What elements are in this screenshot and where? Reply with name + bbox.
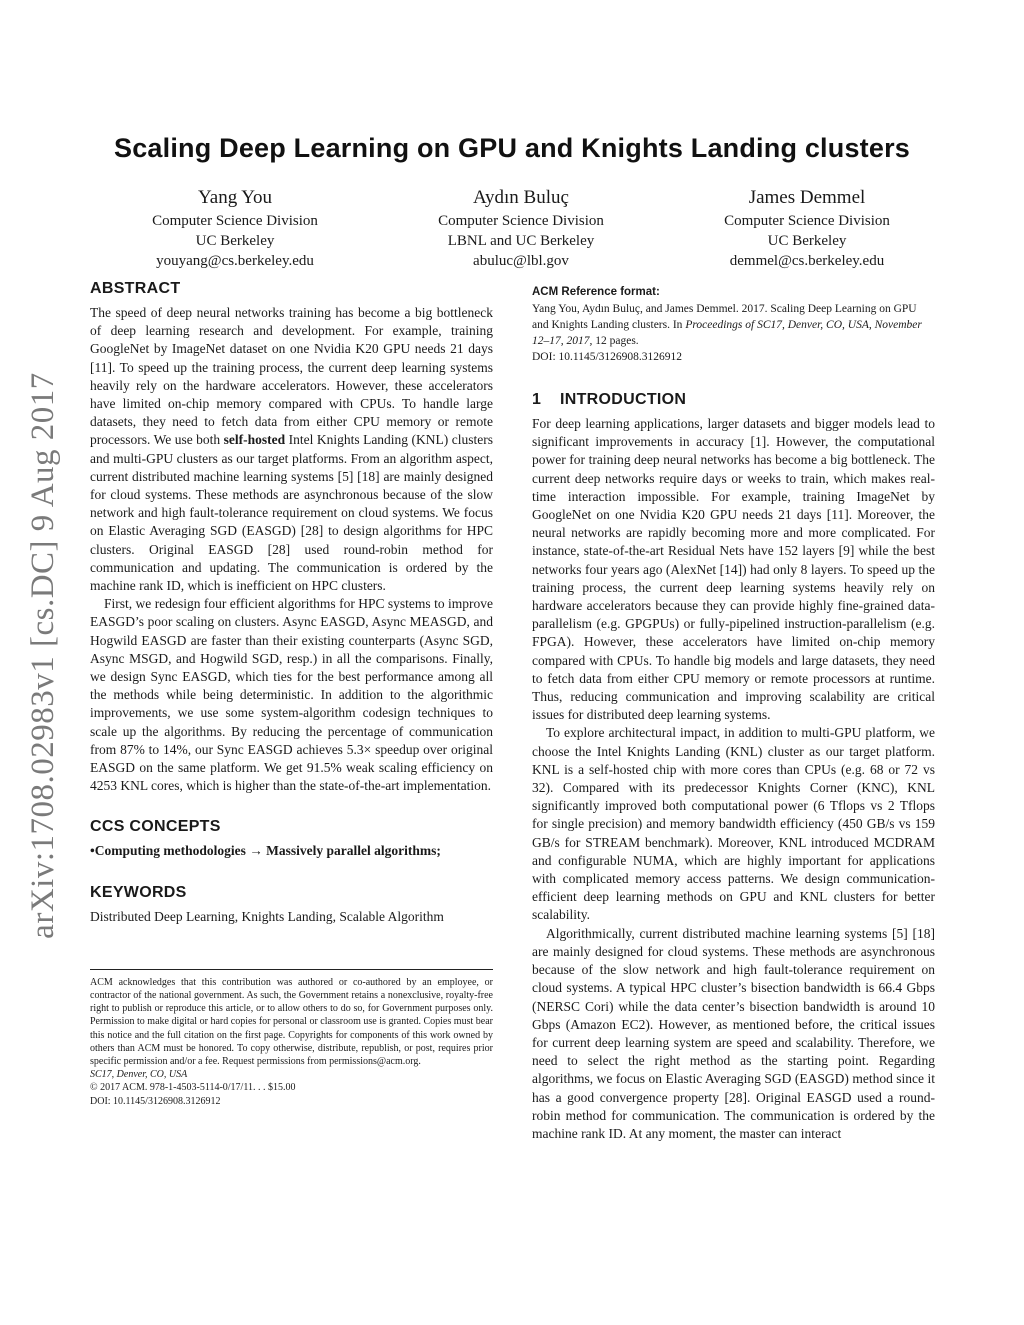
section-number: 1 bbox=[532, 391, 542, 408]
section-title: INTRODUCTION bbox=[560, 391, 687, 408]
arxiv-identifier-text: arXiv:1708.02983v1 [cs.DC] 9 Aug 2017 bbox=[24, 371, 61, 939]
author-affiliation: LBNL and UC Berkeley bbox=[447, 233, 595, 249]
reference-doi: DOI: 10.1145/3126908.3126912 bbox=[532, 351, 683, 363]
author-1 bbox=[100, 186, 370, 271]
introduction-heading bbox=[532, 391, 935, 409]
author-name: James Demmel bbox=[748, 187, 866, 208]
author-email: abuluc@lbl.gov bbox=[473, 253, 569, 269]
author-name: Yang You bbox=[197, 187, 273, 208]
abstract-paragraph-1 bbox=[90, 304, 493, 595]
abstract-text: Intel Knights Landing (KNL) clusters and multi-GPU clusters as our target platforms. From an algorithm aspect, current distributed machine learning systems [5] [18] are mainly designed for cloud systems. These methods are asynchronous because of the slow network and high fault-tolerance requirement on cloud systems. We focus on Elastic Averaging SGD (EASGD) [28] to design algorithms for HPC clusters. Original EASGD [28] used round-robin method for communication and updating. The communication is ordered by the machine rank ID, which is inefficient on HPC clusters. bbox=[90, 432, 493, 594]
footnote-copyright: © 2017 ACM. 978-1-4503-5114-0/17/11. . . $15.00 bbox=[90, 1082, 296, 1094]
introduction-paragraph-3: Algorithmically, current distributed machine learning systems [5] [18] are mainly designed for cloud systems. These methods are asynchronous because of the slow network and high fault-tolerance requirement on cloud systems. A typical HPC cluster’s bisection bandwidth is 66.4 Gbps (NERSC Cori) while the data center’s bisection bandwidth is around 10 Gbps (Amazon EC2). However, as mentioned before, the critical issues for current deep learning system are speed and scalability. Therefore, we need to select the right method as the starting point. Regarding algorithms, we focus on Elastic Averaging SGD (EASGD) method since it has a good convergence property [28]. Original EASGD used a round-robin method for communication. The communication is ordered by the machine rank ID. At any moment, the master can interact bbox=[532, 925, 935, 1141]
ccs-heading: CCS CONCEPTS bbox=[90, 818, 221, 836]
author-affiliation: UC Berkeley bbox=[767, 233, 847, 249]
reference-text: Yang You, Aydın Buluç, and James Demmel. 2017. Scaling Deep Learning on GPU and Knights Landing clusters. In bbox=[532, 303, 917, 331]
keywords-text: Distributed Deep Learning, Knights Landing, Scalable Algorithm bbox=[90, 909, 444, 925]
footnote-rule bbox=[90, 969, 493, 970]
arxiv-identifier bbox=[12, 355, 74, 955]
author-block bbox=[100, 186, 942, 271]
right-column bbox=[532, 280, 935, 1143]
author-division: Computer Science Division bbox=[724, 213, 890, 229]
author-email: youyang@cs.berkeley.edu bbox=[156, 253, 314, 269]
abstract-heading: ABSTRACT bbox=[90, 280, 181, 297]
author-name: Aydın Buluç bbox=[473, 187, 569, 208]
abstract-bold-term: self-hosted bbox=[223, 432, 286, 448]
abstract-text: The speed of deep neural networks training has become a big bottleneck of deep learning research and development. For example, training GoogleNet by ImageNet dataset on one Nvidia K20 GPU needs 21 days [11]. To speed up the training process, the current deep learning systems heavily rely on the hardware accelerators. However, these accelerators have limited on-chip memory compared with CPUs. To handle large datasets, they need to fetch data from either CPU memory or remote processors. We use both bbox=[90, 305, 493, 448]
footnote-doi: DOI: 10.1145/3126908.3126912 bbox=[90, 1095, 221, 1107]
keywords-heading: KEYWORDS bbox=[90, 884, 187, 902]
abstract-paragraph-2: First, we redesign four efficient algorithms for HPC systems to improve EASGD’s poor scaling on clusters. Async EASGD, Async MEASGD, and Hogwild EASGD are faster than their existing counterparts (Async SGD, Async MSGD, and Hogwild SGD, resp.) in all the comparisons. Finally, we design Sync EASGD, which ties for the best performance among all the methods while being deterministic. In addition to the algorithmic improvements, we use some system-algorithm codesign techniques to scale up the algorithms. By reducing the percentage of communication from 87% to 14%, our Sync EASGD achieves 5.3× speedup over original EASGD on the same platform. We get 91.5% weak scaling efficiency on 4253 KNL cores, which is higher than the state-of-the-art implementation. bbox=[90, 596, 493, 794]
author-3 bbox=[672, 186, 942, 271]
ccs-concepts: •Computing methodologies → Massively parallel algorithms; bbox=[90, 843, 441, 859]
author-division: Computer Science Division bbox=[438, 213, 604, 229]
reference-venue: Proceedings of SC17, Denver, CO, USA, November 12–17, 2017, bbox=[532, 319, 922, 347]
author-email: demmel@cs.berkeley.edu bbox=[729, 253, 885, 269]
author-division: Computer Science Division bbox=[152, 213, 318, 229]
reference-format-label: ACM Reference format: bbox=[532, 286, 660, 298]
author-affiliation: UC Berkeley bbox=[195, 233, 275, 249]
introduction-paragraph-2: To explore architectural impact, in addition to multi-GPU platform, we choose the Intel Knights Landing (KNL) cluster as our target platform. KNL is a self-hosted chip with more cores than CPUs (e.g. 68 or 72 vs 32). Compared with its predecessor Knights Corner (KNC), KNL significantly improved both computational power (6 Tflops vs 2 Tflops for single precision) and memory bandwidth efficiency (450 GB/s vs 159 GB/s for STREAM benchmark). Moreover, KNL introduced MCDRAM and configurable NUMA, which are highly important for applications with complicated memory access patterns. We design communication-efficient deep learning methods on GPU and KNL clusters for better scalability. bbox=[532, 725, 935, 923]
reference-pages: 12 pages. bbox=[592, 335, 639, 347]
reference-format-text bbox=[532, 301, 935, 349]
introduction-paragraph-1: For deep learning applications, larger datasets and bigger models lead to significant improvements in accuracy [1]. However, the computational power for training deep neural networks has become a big bottleneck. The current deep networks require days or weeks to train, which makes real-time interaction impossible. For example, training ImageNet by GoogleNet on one Nvidia K20 GPU needs 21 days [11]. Moreover, the neural networks are rapidly becoming more and more complicated. For instance, state-of-the-art Residual Nets have 152 layers [9] while the best networks four years ago (AlexNet [14]) had only 8 layers. To speed up the training process, the current deep learning systems heavily rely on hardware accelerators because they can provide highly fine-grained data-parallelism (e.g. GPGPUs) or fully-pipelined instruction-parallelism (e.g. FPGA). However, these accelerators have limited on-chip memory compared with CPUs. To handle big models and large datasets, they need to fetch data from either CPU memory or remote processors at runtime. Thus, reducing communication and improving scalability are critical issues for distributed deep learning systems. bbox=[532, 416, 935, 723]
author-2 bbox=[386, 186, 656, 271]
paper-title: Scaling Deep Learning on GPU and Knights Landing clusters bbox=[114, 133, 910, 163]
left-column bbox=[90, 280, 493, 1108]
copyright-footnote bbox=[90, 969, 493, 1108]
footnote-venue: SC17, Denver, CO, USA bbox=[90, 1069, 188, 1081]
footnote-body: ACM acknowledges that this contribution was authored or co-authored by an employee, or contractor of the national government. As such, the Government retains a nonexclusive, royalty-free right to publish or reproduce this article, or to allow others to do so, for Government purposes only. Permission to make digital or hard copies for personal or classroom use is granted. Copies must bear this notice and the full citation on the first page. Copyrights for components of this work owned by others than ACM must be honored. To copy otherwise, distribute, republish, or post, requires prior specific permission and/or a fee. Request permissions from permissions@acm.org. bbox=[90, 976, 493, 1067]
